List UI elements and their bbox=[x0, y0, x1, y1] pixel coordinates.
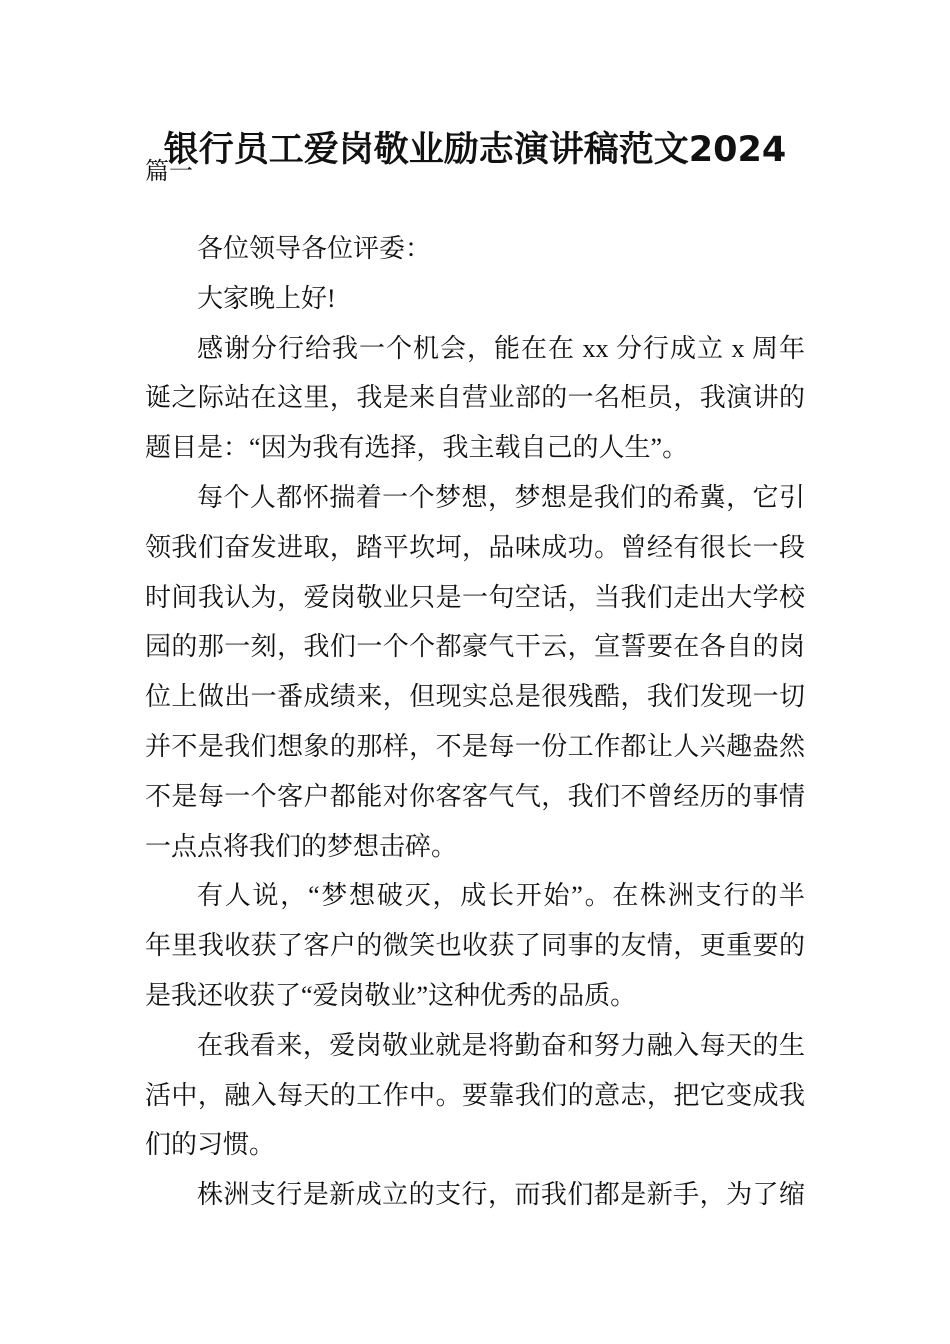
paragraph-line: 并不是我们想象的那样，不是每一份工作都让人兴趣盎然 bbox=[145, 731, 805, 761]
paragraph-line: 各位领导各位评委： bbox=[197, 234, 432, 263]
paragraph bbox=[145, 324, 805, 473]
paragraph bbox=[145, 473, 805, 871]
paragraph-line: 感谢分行给我一个机会，能在在 xx 分行成立 x 周年 bbox=[197, 333, 805, 363]
section-heading: 篇一 bbox=[145, 159, 193, 185]
paragraph-line: 有人说，“梦想破灭，成长开始”。在株洲支行的半 bbox=[197, 881, 805, 911]
document-title: 银行员工爱岗敬业励志演讲稿范文2024 bbox=[163, 130, 787, 170]
paragraph-line: 年里我收获了客户的微笑也收获了同事的友情，更重要的 bbox=[145, 931, 805, 961]
paragraph bbox=[145, 1021, 805, 1170]
paragraph-line: 们的习惯。 bbox=[145, 1130, 276, 1160]
paragraph-line: 领我们奋发进取，踏平坎坷，品味成功。曾经有很长一段 bbox=[145, 532, 805, 562]
paragraph-line: 活中，融入每天的工作中。要靠我们的意志，把它变成我 bbox=[145, 1080, 805, 1110]
paragraph bbox=[145, 871, 805, 1020]
paragraph-line: 位上做出一番成绩来，但现实总是很残酷，我们发现一切 bbox=[145, 682, 805, 712]
paragraph-line: 在我看来，爱岗敬业就是将勤奋和努力融入每天的生 bbox=[197, 1030, 805, 1060]
paragraph-line: 题目是：“因为我有选择，我主载自己的人生”。 bbox=[145, 433, 689, 463]
paragraph-line: 一点点将我们的梦想击碎。 bbox=[145, 831, 458, 861]
paragraph-line: 是我还收获了“爱岗敬业”这种优秀的品质。 bbox=[145, 980, 637, 1010]
paragraph-line: 每个人都怀揣着一个梦想，梦想是我们的希冀，它引 bbox=[197, 482, 805, 512]
paragraph-line: 园的那一刻，我们一个个都豪气干云，宣誓要在各自的岗 bbox=[145, 632, 805, 662]
paragraph-line: 大家晚上好! bbox=[197, 283, 336, 313]
paragraph-line: 株洲支行是新成立的支行，而我们都是新手，为了缩 bbox=[197, 1180, 805, 1210]
paragraph-greeting bbox=[145, 274, 805, 324]
paragraph-line: 诞之际站在这里，我是来自营业部的一名柜员，我演讲的 bbox=[145, 383, 805, 413]
paragraph-line: 时间我认为，爱岗敬业只是一句空话，当我们走出大学校 bbox=[145, 582, 805, 612]
paragraph-line: 不是每一个客户都能对你客客气气，我们不曾经历的事情 bbox=[145, 781, 805, 811]
paragraph bbox=[145, 1170, 805, 1220]
paragraph-salutation bbox=[145, 224, 805, 274]
document-body bbox=[145, 224, 805, 1220]
